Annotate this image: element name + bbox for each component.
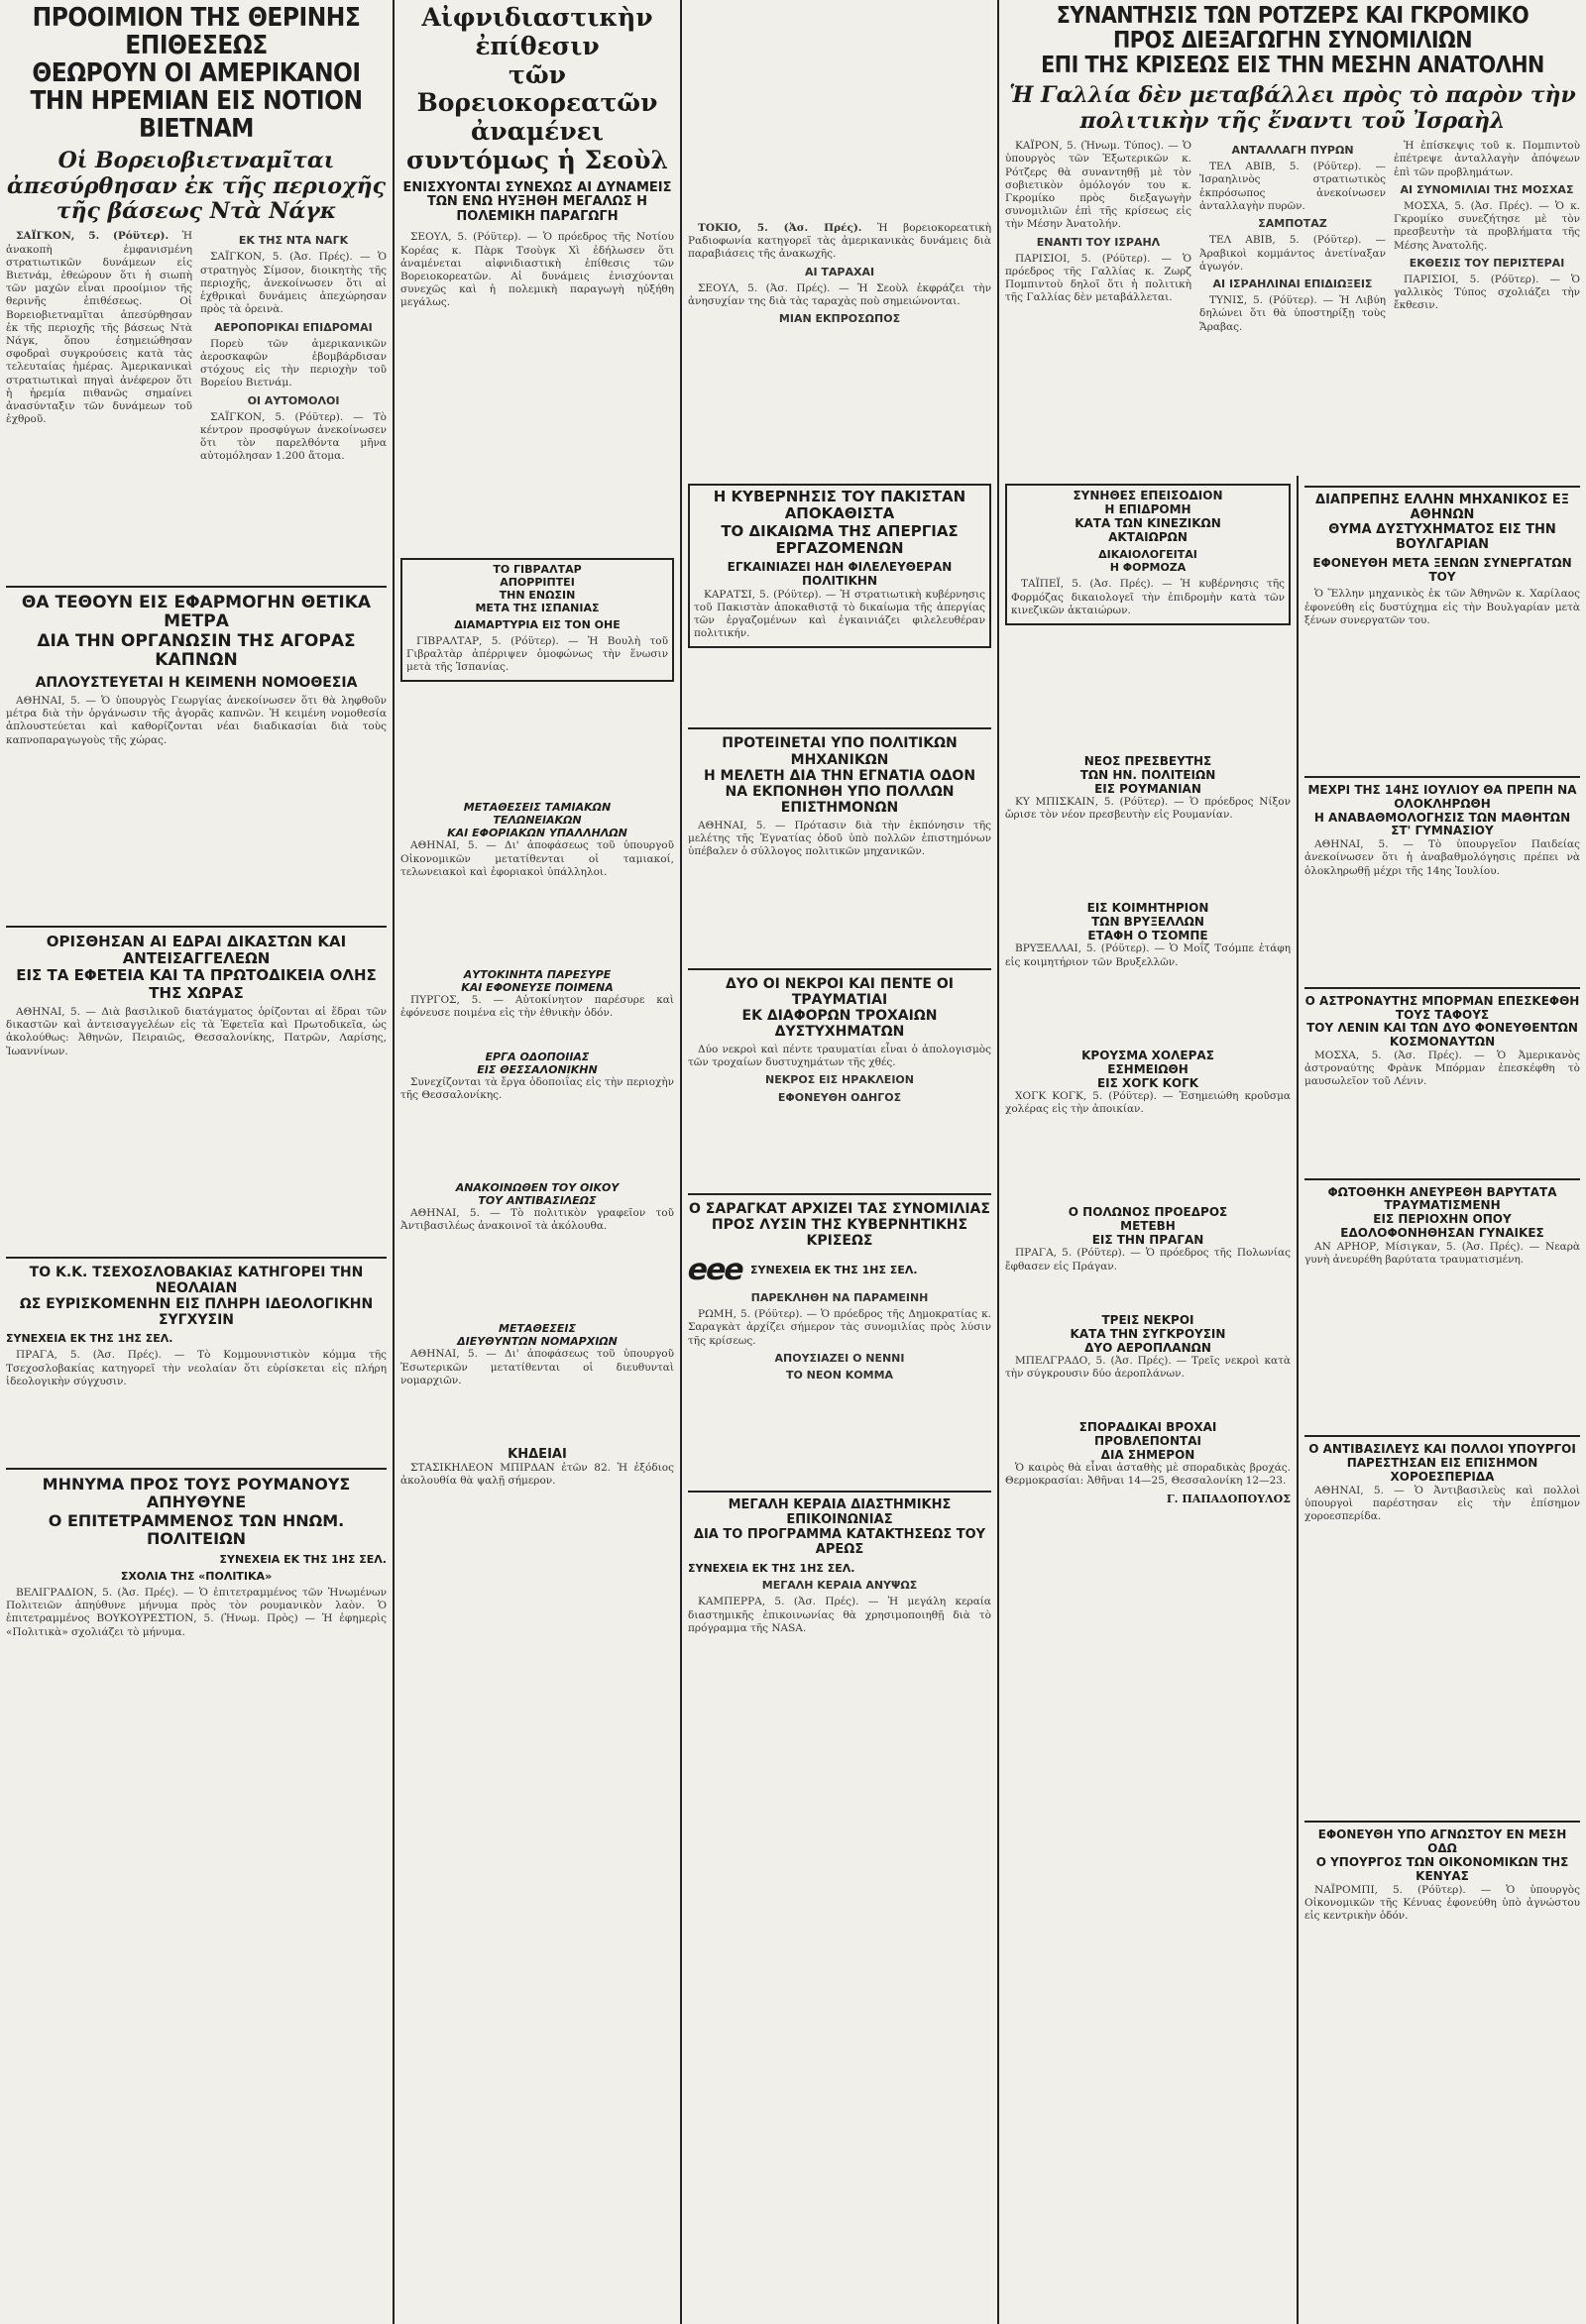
headline-czech — [6, 1265, 387, 1328]
box-pakistan — [688, 484, 991, 648]
article-text: ΤΑΪΠΕΪ, 5. (Ἀσ. Πρές). — Ἡ κυβέρνησις τῆς Φορμόζας δικαιολογεῖ τὴν ἐπιδρομὴν κατὰ τῶν κινεζικῶν ἀκταιώρων. — [1011, 578, 1285, 616]
headline-line: ΤΩΝ ΒΡΥΞΕΛΛΩΝ — [1091, 915, 1204, 930]
headline-line: ΤΟ ΓΙΒΡΑΛΤΑΡ — [493, 562, 582, 576]
article-text: ΧΟΓΚ ΚΟΓΚ, 5. (Ρόϋτερ). — Ἐσημειώθη κροῦσμα χολέρας εἰς τὴν ἀποικίαν. — [1005, 1089, 1291, 1116]
column-2 — [395, 0, 680, 2324]
section-heading: ΟΙ ΑΥΤΟΜΟΛΟΙ — [247, 393, 340, 407]
divider — [1304, 1821, 1580, 1823]
article-text: ΑΘΗΝΑΙ, 5. — Πρότασιν διὰ τὴν ἐκπόνησιν τῆς μελέτης τῆς Ἐγνατίας ὁδοῦ ὑπὸ πολλῶν ἐπιστημόνων ὑπέβαλεν ὁ σύλλογος πολιτικῶν μηχανικῶν. — [688, 819, 991, 858]
subheadline: ΑΠΛΟΥΣΤΕΥΕΤΑΙ Η ΚΕΙΜΕΝΗ ΝΟΜΟΘΕΣΙΑ — [35, 674, 358, 691]
headline-line: ΠΡΟΣ ΔΙΕΞΑΓΩΓΗΝ ΣΥΝΟΜΙΛΙΩΝ — [1112, 27, 1473, 54]
headline-auto — [400, 968, 674, 994]
section-heading: ΠΑΡΕΚΛΗΘΗ ΝΑ ΠΑΡΑΜΕΙΝΗ — [750, 1291, 929, 1305]
headline-line: ΑΝΑΚΟΙΝΩΘΕΝ ΤΟΥ ΟΙΚΟΥ — [455, 1181, 620, 1194]
lead-headline-line: ΘΕΩΡΟΥΝ ΟΙ ΑΜΕΡΙΚΑΝΟΙ — [32, 58, 361, 89]
headline-line: ΜΕΤΕΒΗ — [1120, 1219, 1176, 1234]
section-heading: ΣΧΟΛΙΑ ΤΗΣ «ΠΟΛΙΤΙΚΑ» — [120, 1569, 273, 1583]
headline-line: ΔΙΑ ΤΟ ΠΡΟΓΡΑΜΜΑ ΚΑΤΑΚΤΗΣΕΩΣ ΤΟΥ ΑΡΕΩΣ — [693, 1527, 986, 1558]
headline-line: ΤΟΥ ΑΝΤΙΒΑΣΙΛΕΩΣ — [478, 1194, 597, 1207]
headline-line: ΑΥΤΟΚΙΝΗΤΑ ΠΑΡΕΣΥΡΕ — [463, 968, 612, 982]
headline-tobacco — [6, 594, 387, 671]
article-text: ΡΩΜΗ, 5. (Ρόϋτερ). — Ὁ πρόεδρος τῆς Δημοκρατίας κ. Σαραγκὰτ ἀρχίζει σήμερον τὰς συνομιλίας πρὸς λύσιν τῆς κρίσεως. — [688, 1308, 991, 1347]
divider — [1304, 486, 1580, 488]
article-text: ΤΕΛ ΑΒΙΒ, 5. (Ρόϋτερ). — Ἀραβικοὶ κομμάντος ἀνετίναξαν ἀγωγόν. — [1199, 234, 1386, 273]
box-headline — [1011, 489, 1285, 544]
headline-line: ΜΕΓΑΛΗ ΚΕΡΑΙΑ ΔΙΑΣΤΗΜΙΚΗΣ ΕΠΙΚΟΙΝΩΝΙΑΣ — [728, 1497, 952, 1528]
divider — [6, 1257, 387, 1259]
article-tobacco — [6, 695, 387, 747]
article-czech — [6, 1349, 387, 1388]
headline-line: ΔΙΕΥΘΥΝΤΩΝ ΝΟΜΑΡΧΙΩΝ — [457, 1335, 618, 1349]
headline-line: ΕΙΣ ΧΟΓΚ ΚΟΓΚ — [1096, 1075, 1199, 1090]
box-taiwan — [1005, 484, 1291, 625]
section-heading: ΝΕΚΡΟΣ ΕΙΣ ΗΡΑΚΛΕΙΟΝ — [765, 1073, 914, 1087]
headline-gymnasium — [1304, 784, 1580, 838]
headline-line: ΚΑΤΑ ΤΩΝ ΚΙΝΕΖΙΚΩΝ — [1075, 516, 1221, 530]
headline-plane-crash — [1005, 1313, 1291, 1355]
headline-line: ΔΙΑΠΡΕΠΗΣ ΕΛΛΗΝ ΜΗΧΑΝΙΚΟΣ ΕΞ ΑΘΗΝΩΝ — [1315, 493, 1569, 522]
article-text: ΑΘΗΝΑΙ, 5. — Ὁ ὑπουργὸς Γεωργίας ἀνεκοίνωσεν ὅτι θὰ ληφθοῦν μέτρα διὰ τὴν ὀργάνωσιν τῆς ἀγορᾶς καπνῶν. Ἡ κειμένη νομοθεσία ἀπλουστεύεται καὶ καθορίζονται νέαι διαδικασίαι διὰ τοὺς καπνοπαραγωγοὺς τῆς χώρας. — [6, 694, 387, 746]
divider — [688, 1193, 991, 1195]
article-text: ΑΘΗΝΑΙ, 5. — Διὰ βασιλικοῦ διατάγματος ὁρίζονται αἱ ἕδραι τῶν δικαστῶν καὶ ἀντεισαγγελέων εἰς τὰ Ἐφετεῖα καὶ Πρωτοδικεῖα, ὡς ἀκολούθως: Ἀθηνῶν, Πειραιῶς, Θεσσαλονίκης, Πατρῶν, Λαρίσης, Ἰωαννίνων. — [6, 1005, 387, 1057]
headline-courts — [6, 934, 387, 1002]
headline-regent-ball — [1304, 1443, 1580, 1484]
article-text: ΤΕΛ ΑΒΙΒ, 5. (Ρόϋτερ). — Ἰσραηλινὸς στρατιωτικὸς ἐκπρόσωπος ἀνεκοίνωσεν ἀνταλλαγὴν πυρῶν. — [1199, 161, 1386, 212]
section-heading: ΤΟ ΝΕΟΝ ΚΟΜΜΑ — [785, 1369, 894, 1383]
korea-headline — [400, 4, 674, 175]
section-heading: ΕΚΘΕΣΙΣ ΤΟΥ ΠΕΡΙΣΤΕΡΑΙ — [1409, 256, 1565, 270]
headline-line: ΤΡΕΙΣ ΝΕΚΡΟΙ — [1101, 1312, 1194, 1327]
article-text: ΑΘΗΝΑΙ, 5. — Τὸ ὑπουργεῖον Παιδείας ἀνεκοίνωσεν ὅτι ἡ ἀναβαθμολόγησις πρέπει νὰ ὁλοκληρωθῇ μέχρι τῆς 14ης Ἰουλίου. — [1304, 838, 1580, 877]
article-text: ΠΡΑΓΑ, 5. (Ρόϋτερ). — Ὁ πρόεδρος τῆς Πολωνίας ἔφθασεν εἰς Πράγαν. — [1005, 1247, 1291, 1273]
headline-line: Ο ΥΠΟΥΡΓΟΣ ΤΩΝ ΟΙΚΟΝΟΜΙΚΩΝ ΤΗΣ ΚΕΝΥΑΣ — [1315, 1854, 1569, 1883]
headline-line: Η ΕΠΙΔΡΟΜΗ — [1104, 502, 1191, 516]
lead-article — [6, 230, 387, 466]
headline-line: Η ΑΝΑΒΑΘΜΟΛΟΓΗΣΙΣ ΤΩΝ ΜΑΘΗΤΩΝ ΣΤ' ΓΥΜΝΑΣΙΟΥ — [1313, 810, 1571, 838]
headline-line: ΤΟ ΔΙΚΑΙΩΜΑ ΤΗΣ ΑΠΕΡΓΙΑΣ ΕΡΓΑΖΟΜΕΝΩΝ — [721, 521, 959, 557]
article-text: ΑΘΗΝΑΙ, 5. — Ὁ Ἀντιβασιλεὺς καὶ πολλοὶ ὑπουργοὶ παρέστησαν εἰς τὴν ἐπίσημον χοροεσπερίδα. — [1304, 1484, 1580, 1523]
continuation-label: ΣΥΝΕΧΕΙΑ ΕΚ ΤΗΣ 1ΗΣ ΣΕΛ. — [6, 1332, 173, 1346]
headline-line: ΑΠΟΡΡΙΠΤΕΙ — [500, 575, 575, 589]
headline-saragat — [688, 1201, 991, 1249]
article-text: Δύο νεκροὶ καὶ πέντε τραυματίαι εἶναι ὁ ἀπολογισμὸς τῶν τροχαίων δυστυχημάτων τῆς χθές. — [688, 1043, 991, 1069]
headline-line: ΚΑΙ ΕΦΟΝΕΥΣΕ ΠΟΙΜΕΝΑ — [461, 981, 614, 995]
headline-line: ΘΑ ΤΕΘΟΥΝ ΕΙΣ ΕΦΑΡΜΟΓΗΝ ΘΕΤΙΚΑ ΜΕΤΡΑ — [21, 592, 372, 632]
column-5 — [1299, 476, 1586, 2324]
headline-line: ΣΥΝΑΝΤΗΣΙΣ ΤΩΝ ΡΟΤΖΕΡΣ ΚΑΙ ΓΚΡΟΜΙΚΟ — [1056, 3, 1529, 29]
section-heading: ΕΝΑΝΤΙ ΤΟΥ ΙΣΡΑΗΛ — [1036, 235, 1161, 249]
headline-line: Ο ΕΠΙΤΕΤΡΑΜΜΕΝΟΣ ΤΩΝ ΗΝΩΜ. ΠΟΛΙΤΕΙΩΝ — [48, 1510, 345, 1549]
section-heading: ΑΙ ΙΣΡΑΗΛΙΝΑΙ ΕΠΙΔΙΩΞΕΙΣ — [1212, 277, 1373, 290]
headline-tshombe — [1005, 901, 1291, 942]
article-text: ΠΑΡΙΣΙΟΙ, 5. (Ρόϋτερ). — Ὁ γαλλικὸς Τύπος σχολιάζει τὴν ἔκθεσιν. — [1394, 273, 1580, 312]
divider — [688, 727, 991, 729]
box-headline — [406, 563, 668, 614]
section-heading: ΑΝΤΑΛΛΑΓΗ ΠΥΡΩΝ — [1231, 144, 1354, 158]
korea-continuation-space — [688, 4, 991, 480]
section-heading: ΕΚ ΤΗΣ ΝΤΑ ΝΑΓΚ — [238, 234, 349, 248]
section-heading: ΑΕΡΟΠΟΡΙΚΑΙ ΕΠΙΔΡΟΜΑΙ — [214, 320, 373, 334]
continuation-label: ΣΥΝΕΧΕΙΑ ΕΚ ΤΗΣ 1ΗΣ ΣΕΛ. — [688, 1562, 855, 1576]
headline-line: ΝΑ ΕΚΠΟΝΗΘΗ ΥΠΟ ΠΟΛΛΩΝ ΕΠΙΣΤΗΜΟΝΩΝ — [725, 783, 955, 816]
article-romania-message — [6, 1587, 387, 1639]
dateline: ΤΟΚΙΟ, 5. (Ἀσ. Πρές). — [698, 222, 862, 234]
headline-astronaut — [1304, 995, 1580, 1050]
headline-line: ΟΡΙΣΘΗΣΑΝ ΑΙ ΕΔΡΑΙ ΔΙΚΑΣΤΩΝ ΚΑΙ ΑΝΤΕΙΣΑΓΓΕΛΕΩΝ — [46, 932, 347, 968]
article-text: ΝΑΪΡΟΜΠΙ, 5. (Ρόϋτερ). — Ὁ ὑπουργὸς Οἰκονομικῶν τῆς Κένυας ἐφονεύθη ὑπὸ ἀγνώστου εἰς κεντρικὴν ὁδόν. — [1304, 1883, 1580, 1922]
headline-kenya — [1304, 1828, 1580, 1883]
section-heading: ΜΕΓΑΛΗ ΚΕΡΑΙΑ ΑΝΥΨΩΣ — [761, 1579, 918, 1593]
headline-weather — [1005, 1420, 1291, 1462]
byline: Γ. ΠΑΠΑΔΟΠΟΥΛΟΣ — [1166, 1492, 1291, 1505]
section-heading: ΑΙ ΣΥΝΟΜΙΛΙΑΙ ΤΗΣ ΜΟΣΧΑΣ — [1400, 182, 1574, 196]
headline-line: ΔΥΟ ΟΙ ΝΕΚΡΟΙ ΚΑΙ ΠΕΝΤΕ ΟΙ ΤΡΑΥΜΑΤΙΑΙ — [726, 975, 954, 1008]
divider — [688, 968, 991, 970]
headline-line: ΠΡΟΒΛΕΠΟΝΤΑΙ — [1094, 1434, 1201, 1449]
headline-erga — [400, 1051, 674, 1076]
article-text: ΑΘΗΝΑΙ, 5. — Δι' ἀποφάσεως τοῦ ὑπουργοῦ Ἐσωτερικῶν μετατίθενται οἱ διευθυνταὶ νομαρχιῶν. — [400, 1348, 674, 1386]
article-text: ΠΡΑΓΑ, 5. (Ἀσ. Πρές). — Τὸ Κομμουνιστικὸν κόμμα τῆς Τσεχοσλοβακίας κατηγορεῖ τὴν νεολαίαν ὅτι εὑρίσκεται εἰς πλήρη ἰδεολογικὴν σύγχυσιν. — [6, 1349, 387, 1387]
continuation-label: ΣΥΝΕΧΕΙΑ ΕΚ ΤΗΣ 1ΗΣ ΣΕΛ. — [219, 1552, 387, 1566]
lead-headline-line: ΤΗΝ ΗΡΕΜΙΑΝ ΕΙΣ ΝΟΤΙΟΝ ΒΙΕΤΝΑΜ — [30, 86, 363, 145]
lead-headline-line: ΠΡΟΟΙΜΙΟΝ ΤΗΣ ΘΕΡΙΝΗΣ ΕΠΙΘΕΣΕΩΣ — [32, 3, 361, 61]
article-text: ΣΕΟΥΛ, 5. (Ρόϋτερ). — Ὁ πρόεδρος τῆς Νοτίου Κορέας κ. Πὰρκ Τσοὺγκ Χὶ ἐδήλωσεν ὅτι ἀναμένεται αἰφνιδιαστικὴ ἐπίθεσις τῶν Βορειοκορεατῶν. Αἱ δυνάμεις ἐνισχύονται συνεχῶς καὶ ἡ πολεμικὴ παραγωγὴ ηὐξήθη μεγάλως. — [400, 231, 674, 309]
article-text: ΚΑΡΑΤΣΙ, 5. (Ρόϋτερ). — Ἡ στρατιωτικὴ κυβέρνησις τοῦ Πακιστὰν ἀποκαθιστᾷ τὸ δικαίωμα τῆς ἀπεργίας τῶν ἐργαζομένων καὶ ἐγκαινιάζει φιλελευθέραν πολιτικήν. — [694, 588, 985, 640]
headline-line: ἀναμένει συντόμως ἡ Σεοὺλ — [406, 117, 668, 174]
article-text: ΠΥΡΓΟΣ, 5. — Αὐτοκίνητον παρέσυρε καὶ ἐφόνευσε ποιμένα εἰς τὴν ἐθνικὴν ὁδόν. — [400, 994, 674, 1020]
headline-antenna — [688, 1498, 991, 1558]
article-text: ΠΑΡΙΣΙΟΙ, 5. (Ρόϋτερ). — Ὁ πρόεδρος τῆς Γαλλίας κ. Ζωρζ Πομπιντοὺ δηλοῖ ὅτι ἡ πολιτικὴ τῆς Γαλλίας δὲν μεταβάλλεται. — [1005, 252, 1191, 304]
saragat-header-row — [684, 1253, 991, 1288]
headline-anakoinothen — [400, 1181, 674, 1207]
box-subheadline — [1011, 548, 1285, 574]
box-gibraltar — [400, 558, 674, 683]
headline-line: ΑΚΤΑΙΩΡΩΝ — [1108, 530, 1188, 544]
headline-line: ΜΕΤΑ ΤΗΣ ΙΣΠΑΝΙΑΣ — [475, 601, 600, 614]
section-heading: ΣΑΜΠΟΤΑΖ — [1258, 217, 1327, 231]
headline-ambassador — [1005, 754, 1291, 796]
lead-subhead: Οἱ Βορειοβιετναμῖται ἀπεσύρθησαν ἐκ τῆς περιοχῆς τῆς βάσεως Ντὰ Νάγκ — [7, 148, 386, 224]
article-text: Συνεχίζονται τὰ ἔργα ὁδοποιΐας εἰς τὴν περιοχὴν τῆς Θεσσαλονίκης. — [400, 1075, 674, 1101]
article-text: ΣΑΪΓΚΟΝ, 5. (Ρόϋτερ). — Τὸ κέντρον προσφύγων ἀνεκοίνωσεν ὅτι τὸν παρελθόντα μῆνα αὐτομόλησαν 1.200 ἄτομα. — [200, 410, 387, 463]
article-text: ΚΑΜΠΕΡΡΑ, 5. (Ἀσ. Πρές). — Ἡ μεγάλη κεραία διαστημικῆς ἐπικοινωνίας θὰ χρησιμοποιηθῇ διὰ τὸ πρόγραμμα τῆς NASA. — [688, 1596, 991, 1634]
headline-line: ΕΙΣ ΚΟΙΜΗΤΗΡΙΟΝ — [1086, 901, 1209, 916]
headline-polish-president — [1005, 1205, 1291, 1247]
article-text: Ὁ καιρὸς θὰ εἶναι ἀσταθὴς μὲ σποραδικὰς βροχάς. Θερμοκρασίαι: Ἀθῆναι 14—25, Θεσσαλονίκη 12—23. — [1005, 1462, 1291, 1488]
headline-romania-message — [6, 1476, 387, 1549]
headline-line: ΕΣΗΜΕΙΩΘΗ — [1107, 1061, 1189, 1076]
headline-line: Ο ΑΝΤΙΒΑΣΙΛΕΥΣ ΚΑΙ ΠΟΛΛΟΙ ΥΠΟΥΡΓΟΙ — [1308, 1442, 1576, 1457]
column-4 — [999, 476, 1297, 2324]
dateline: ΣΑΪΓΚΟΝ, 5. (Ρόϋτερ). — [16, 230, 170, 243]
headline-line: ΕΠΙ ΤΗΣ ΚΡΙΣΕΩΣ ΕΙΣ ΤΗΝ ΜΕΣΗΝ ΑΝΑΤΟΛΗΝ — [1041, 52, 1544, 78]
subheadline: ΕΦΟΝΕΥΘΗ ΜΕΤΑ ΞΕΝΩΝ ΣΥΝΕΡΓΑΤΩΝ ΤΟΥ — [1312, 555, 1572, 584]
article-text: ΜΠΕΛΓΡΑΔΟ, 5. (Ἀσ. Πρές). — Τρεῖς νεκροὶ κατὰ τὴν σύγκρουσιν δύο ἀεροπλάνων. — [1005, 1354, 1291, 1380]
headline-line: ΤΕΛΩΝΕΙΑΚΩΝ — [493, 814, 582, 828]
headline-line: ΝΕΟΣ ΠΡΕΣΒΕΥΤΗΣ — [1083, 754, 1212, 769]
article-text: ΣΤΑΣΙΚΗΛΕΟΝ ΜΠΙΡΔΑΝ ἐτῶν 82. Ἡ ἐξόδιος ἀκολουθία θὰ ψαλῇ σήμερον. — [400, 1462, 674, 1488]
article-courts — [6, 1006, 387, 1058]
headline-line: ΕΙΣ ΡΟΥΜΑΝΙΑΝ — [1094, 782, 1201, 797]
headline-cholera — [1005, 1049, 1291, 1090]
headline-line: ΕΙΣ ΠΕΡΙΟΧΗΝ ΟΠΟΥ ΕΔΟΛΟΦΟΝΗΘΗΣΑΝ ΓΥΝΑΙΚΕΣ — [1340, 1212, 1544, 1241]
headline-line: Αἰφνιδιαστικὴν ἐπίθεσιν — [421, 3, 653, 60]
headline-line: ΚΑΤΑ ΤΗΝ ΣΥΓΚΡΟΥΣΙΝ — [1070, 1326, 1226, 1341]
headline-photo — [1304, 1186, 1580, 1241]
headline-line: ΕΦΟΝΕΥΘΗ ΥΠΟ ΑΓΝΩΣΤΟΥ ΕΝ ΜΕΣΗ ΟΔΩ — [1317, 1827, 1567, 1856]
headline-line: ΚΡΟΥΣΜΑ ΧΟΛΕΡΑΣ — [1081, 1048, 1214, 1062]
headline-line: ΠΡΟΤΕΙΝΕΤΑΙ ΥΠΟ ΠΟΛΙΤΙΚΩΝ ΜΗΧΑΝΙΚΩΝ — [722, 735, 958, 768]
rogers-headline — [1005, 4, 1580, 77]
headline-line: ΦΩΤΟΘΗΚΗ ΑΝΕΥΡΕΘΗ ΒΑΡΥΤΑΤΑ ΤΡΑΥΜΑΤΙΣΜΕΝΗ — [1327, 1184, 1557, 1213]
headline-line: ΘΥΜΑ ΔΥΣΤΥΧΗΜΑΤΟΣ ΕΙΣ ΤΗΝ ΒΟΥΛΓΑΡΙΑΝ — [1328, 521, 1556, 552]
article-text: Ἡ ἐπίσκεψις τοῦ κ. Πομπιντοὺ ἐπέτρεψε ἀνταλλαγὴν ἀπόψεων ἐπὶ τῶν προβλημάτων. — [1394, 140, 1580, 178]
headline-line: Η ΚΥΒΕΡΝΗΣΙΣ ΤΟΥ ΠΑΚΙΣΤΑΝ ΑΠΟΚΑΘΙΣΤΑ — [713, 488, 966, 523]
article-text: Ἡ ἀνακοπὴ ἐμφανισμένη στρατιωτικῶν δυνάμεων εἰς Βιετνάμ, ἐθεώρουν ὅτι ἡ σιωπὴ τῶν μαχῶν εἶναι προοίμιον τῆς θερινῆς ἐπιθέσεως. Οἱ Βορειοβιετναμῖται ἀπεσύρθησαν ἐκ τῆς περιοχῆς τῆς βάσεως Ντὰ Νάγκ, ὅπου ἐσημειώθησαν σφοδραὶ συγκρούσεις κατὰ τὰς τελευταίας ἡμέρας. Ἀμερικανικαὶ στρατιωτικαὶ πηγαὶ ἀνέφερον ὅτι ἡ ἠρεμία πιθανῶς σημαίνει ἀνασύνταξιν τῶν δυνάμεων τοῦ ἐχθροῦ. — [6, 230, 192, 426]
article-text: ΒΕΛΙΓΡΑΔΙΟΝ, 5. (Ἀσ. Πρές). — Ὁ ἐπιτετραμμένος τῶν Ἡνωμένων Πολιτειῶν ἀπηύθυνε μήνυμα πρὸς τὸν ρουμανικὸν λαὸν. Ὁ ἐπιτετραμμένος ΒΟΥΚΟΥΡΕΣΤΙΟΝ, 5. (Ἠνωμ. Πρὸς) — Ἡ ἐφημερὶς «Πολιτικὰ» σχολιάζει τὸ μήνυμα. — [6, 1586, 387, 1638]
headline-traffic — [688, 976, 991, 1040]
continuation-label: ΣΥΝΕΧΕΙΑ ΕΚ ΤΗΣ 1ΗΣ ΣΕΛ. — [750, 1263, 918, 1276]
headline-line: τῶν Βορειοκορεατῶν — [416, 59, 658, 118]
article-text: ΑΝ ΑΡΗΟΡ, Μίσιγκαν, 5. (Ἀσ. Πρές). — Νεαρὰ γυνὴ ἀνευρέθη βαρύτατα τραυματισμένη. — [1304, 1240, 1580, 1267]
article-korea — [400, 231, 674, 309]
article-text: ΓΙΒΡΑΛΤΑΡ, 5. (Ρόϋτερ). — Ἡ Βουλὴ τοῦ Γιβραλτὰρ ἀπέρριψεν ὁμοφώνως τὴν ἕνωσιν μετὰ τῆς Ἰσπανίας. — [406, 634, 668, 674]
headline-line: ΔΙΑ ΤΗΝ ΟΡΓΑΝΩΣΙΝ ΤΗΣ ΑΓΟΡΑΣ ΚΑΠΝΩΝ — [37, 630, 356, 671]
headline-line: ΜΕΧΡΙ ΤΗΣ 14ΗΣ ΙΟΥΛΙΟΥ ΘΑ ΠΡΕΠΗ ΝΑ ΟΛΟΚΛΗΡΩΘΗ — [1307, 783, 1577, 811]
section-heading: ΜΙΑΝ ΕΚΠΡΟΣΩΠΟΣ — [778, 312, 901, 326]
column-1 — [0, 0, 393, 2324]
article-text: Ὁ Ἕλλην μηχανικὸς ἐκ τῶν Ἀθηνῶν κ. Χαρίλαος ἐφονεύθη εἰς δυστύχημα εἰς τὴν Βουλγαρίαν μετὰ ξένων συνεργατῶν του. — [1304, 588, 1580, 626]
section-heading: ΑΙ ΤΑΡΑΧΑΙ — [804, 265, 875, 278]
divider — [6, 1468, 387, 1470]
headline-line: ΣΥΝΗΘΕΣ ΕΠΕΙΣΟΔΙΟΝ — [1073, 489, 1223, 502]
headline-line: ΜΕΤΑΘΕΣΕΙΣ ΤΑΜΙΑΚΩΝ — [463, 801, 612, 815]
article-text: ΚΑΪΡΟΝ, 5. (Ἠνωμ. Τύπος). — Ὁ ὑπουργὸς τῶν Ἐξωτερικῶν κ. Ρότζερς θὰ συναντηθῇ μὲ τὸν σοβιετικὸν ὁμόλογόν του κ. Γκρομίκο πρὸς διεξαγωγὴν συνομιλιῶν ἐπὶ τῆς κρίσεως εἰς τὴν Μέσην Ἀνατολήν. — [1005, 140, 1191, 231]
headline-line: ΕΙΣ ΤΗΝ ΠΡΑΓΑΝ — [1091, 1233, 1204, 1248]
article-text: ΑΘΗΝΑΙ, 5. — Τὸ πολιτικὸν γραφεῖον τοῦ Ἀντιβασιλέως ἀνακοινοῖ τὰ ἀκόλουθα. — [400, 1207, 674, 1233]
divider — [6, 926, 387, 928]
headline-line: ΜΕΤΑΘΕΣΕΙΣ — [499, 1322, 576, 1336]
headline-line: ΕΚ ΔΙΑΦΟΡΩΝ ΤΡΟΧΑΙΩΝ ΔΥΣΤΥΧΗΜΑΤΩΝ — [741, 1007, 938, 1040]
headline-line: ΜΗΝΥΜΑ ΠΡΟΣ ΤΟΥΣ ΡΟΥΜΑΝΟΥΣ ΑΠΗΥΘΥΝΕ — [42, 1474, 351, 1512]
article-text: ΑΘΗΝΑΙ, 5. — Δι' ἀποφάσεως τοῦ ὑπουργοῦ Οἰκονομικῶν μετατίθενται οἱ ταμιακοί, τελωνειακοὶ καὶ ἐφοριακοὶ ὑπάλληλοι. — [400, 839, 674, 878]
headline-line: ΤΗΝ ΕΝΩΣΙΝ — [499, 588, 576, 602]
headline-line: ΩΣ ΕΥΡΙΣΚΟΜΕΝΗΝ ΕΙΣ ΠΛΗΡΗ ΙΔΕΟΛΟΓΙΚΗΝ ΣΥΓΧΥΣΙΝ — [19, 1295, 374, 1328]
article-text: ΣΕΟΥΛ, 5. (Ἀσ. Πρές). — Ἡ Σεοὺλ ἐκφράζει τὴν ἀνησυχίαν της διὰ τὰς ταραχὰς ποὺ σημειώνονται. — [688, 281, 991, 308]
headline-line: ΠΑΡΕΣΤΗΣΑΝ ΕΙΣ ΕΠΙΣΗΜΟΝ ΧΟΡΟΕΣΠΕΡΙΔΑ — [1346, 1456, 1538, 1484]
headline-line: ΠΡΟΣ ΛΥΣΙΝ ΤΗΣ ΚΥΒΕΡΝΗΤΙΚΗΣ ΚΡΙΣΕΩΣ — [711, 1216, 968, 1249]
headline-line: ΔΙΚΑΙΟΛΟΓΕΙΤΑΙ — [1098, 548, 1197, 561]
divider — [6, 586, 387, 588]
headline-metatheseis — [400, 801, 674, 839]
divider — [1304, 1178, 1580, 1180]
article-text: ΣΑΪΓΚΟΝ, 5. (Ἀσ. Πρές). — Ὁ στρατηγὸς Σίμσον, διοικητὴς τῆς περιοχῆς, ἀνεκοίνωσεν ὅτι αἱ ἐχθρικαὶ δυνάμεις ἀπεχώρησαν πρὸς τὰ ὀρεινὰ. — [200, 251, 387, 316]
headline-line: Η ΜΕΛΕΤΗ ΔΙΑ ΤΗΝ ΕΓΝΑΤΙΑ ΟΔΟΝ — [703, 767, 976, 784]
section-heading: ΚΗΔΕΙΑΙ — [508, 1447, 567, 1463]
article-text: ΜΟΣΧΑ, 5. (Ἀσ. Πρές). — Ὁ κ. Γκρομίκο συνεζήτησε μὲ τὸν πρεσβευτὴν τὰ προβλήματα τῆς Μέσης Ἀνατολῆς. — [1394, 199, 1580, 252]
article-text: Πορεὺ τῶν ἀμερικανικῶν ἀεροσκαφῶν ἐβομβάρδισαν στόχους εἰς τὴν περιοχὴν τοῦ Βορείου Βιετνάμ. — [200, 337, 387, 389]
rogers-gromyko-block — [999, 0, 1586, 476]
headline-egnatia — [688, 735, 991, 815]
lead-headline — [6, 4, 387, 143]
section-heading: ΕΦΟΝΕΥΘΗ ΟΔΗΓΟΣ — [777, 1090, 902, 1104]
section-heading: ΑΠΟΥΣΙΑΖΕΙ Ο ΝΕΝΝΙ — [774, 1351, 905, 1365]
headline-line: Ο ΠΟΛΩΝΟΣ ΠΡΟΕΔΡΟΣ — [1068, 1205, 1228, 1220]
subheadline: Ἡ Γαλλία δὲν μεταβάλλει πρὸς τὸ παρὸν τὴν πολιτικὴν τῆς ἔναντι τοῦ Ἰσραὴλ — [1009, 82, 1576, 134]
headline-line: Ο ΣΑΡΑΓΚΑΤ ΑΡΧΙΖΕΙ ΤΑΣ ΣΥΝΟΜΙΛΙΑΣ — [689, 1200, 990, 1217]
headline-line: ΣΠΟΡΑΔΙΚΑΙ ΒΡΟΧΑΙ — [1078, 1420, 1217, 1435]
headline-line: ΔΙΑ ΣΗΜΕΡΟΝ — [1100, 1448, 1195, 1463]
divider — [1304, 776, 1580, 778]
headline-line: ΕΡΓΑ ΟΔΟΠΟΙΙΑΣ — [485, 1050, 590, 1063]
headline-line: ΔΥΟ ΑΕΡΟΠΛΑΝΩΝ — [1084, 1340, 1211, 1355]
column-3 — [682, 0, 997, 2324]
headline-line: ΤΩΝ ΗΝ. ΠΟΛΙΤΕΙΩΝ — [1079, 768, 1216, 783]
subheadline: ΔΙΑΜΑΡΤΥΡΙΑ ΕΙΣ ΤΟΝ ΟΗΕ — [454, 617, 621, 631]
article-text: Ἡ βορειοκορεατικὴ Ραδιοφωνία κατηγορεῖ τὰς ἀμερικανικὰς δυνάμεις διὰ παραβιάσεις τῆς ἀνακωχῆς. — [688, 222, 991, 261]
article-text: ΒΡΥΞΕΛΛΑΙ, 5. (Ρόϋτερ). — Ὁ Μοΐζ Τσόμπε ἐτάφη εἰς κοιμητήριον τῶν Βρυξελλῶν. — [1005, 942, 1291, 968]
agency-logo: eee — [684, 1253, 746, 1288]
box-headline — [694, 489, 985, 557]
subheadline: ΕΝΙΣΧΥΟΝΤΑΙ ΣΥΝΕΧΩΣ ΑΙ ΔΥΝΑΜΕΙΣ ΤΩΝ ΕΝΩ ΗΥΞΗΘΗ ΜΕΓΑΛΩΣ Η ΠΟΛΕΜΙΚΗ ΠΑΡΑΓΩΓΗ — [402, 179, 672, 225]
headline-line: Ο ΑΣΤΡΟΝΑΥΤΗΣ ΜΠΟΡΜΑΝ ΕΠΕΣΚΕΦΘΗ ΤΟΥΣ ΤΑΦΟΥΣ — [1304, 993, 1580, 1022]
subheadline: ΕΓΚΑΙΝΙΑΖΕΙ ΗΔΗ ΦΙΛΕΛΕΥΘΕΡΑΝ ΠΟΛΙΤΙΚΗΝ — [727, 560, 953, 588]
article-text: ΤΥΝΙΣ, 5. (Ρόϋτερ). — Ἡ Λιβύη δηλώνει ὅτι θὰ ὑποστηρίξῃ τοὺς Ἄραβας. — [1199, 294, 1386, 333]
divider — [1304, 987, 1580, 989]
headline-line: ΤΟ Κ.Κ. ΤΣΕΧΟΣΛΟΒΑΚΙΑΣ ΚΑΤΗΓΟΡΕΙ ΤΗΝ ΝΕΟΛΑΙΑΝ — [29, 1264, 364, 1296]
headline-line: ΕΤΑΦΗ Ο ΤΣΟΜΠΕ — [1087, 929, 1208, 943]
headline-engineer — [1304, 494, 1580, 553]
article-text: ΚΥ ΜΠΙΣΚΑΙΝ, 5. (Ρόϋτερ). — Ὁ πρόεδρος Νίξον ὤρισε τὸν νέον πρεσβευτὴν εἰς Ρουμανίαν. — [1005, 796, 1291, 822]
article-text: ΜΟΣΧΑ, 5. (Ἀσ. Πρές). — Ὁ Ἀμερικανὸς ἀστροναύτης Φρὰνκ Μπόρμαν ἐπεσκέφθη τὸ μαυσωλεῖον τοῦ Λένιν. — [1304, 1050, 1580, 1088]
divider — [688, 1491, 991, 1493]
headline-line: Η ΦΟΡΜΟΖΑ — [1109, 561, 1187, 575]
headline-line: ΕΙΣ ΘΕΣΣΑΛΟΝΙΚΗΝ — [477, 1062, 598, 1076]
divider — [1304, 1435, 1580, 1437]
headline-nomarxies — [400, 1322, 674, 1348]
headline-line: ΤΟΥ ΛΕΝΙΝ ΚΑΙ ΤΩΝ ΔΥΟ ΦΟΝΕΥΘΕΝΤΩΝ ΚΟΣΜΟΝΑΥΤΩΝ — [1306, 1021, 1578, 1050]
headline-line: ΕΙΣ ΤΑ ΕΦΕΤΕΙΑ ΚΑΙ ΤΑ ΠΡΩΤΟΔΙΚΕΙΑ ΟΛΗΣ ΤΗΣ ΧΩΡΑΣ — [16, 966, 377, 1002]
headline-line: ΚΑΙ ΕΦΟΡΙΑΚΩΝ ΥΠΑΛΛΗΛΩΝ — [447, 827, 627, 840]
